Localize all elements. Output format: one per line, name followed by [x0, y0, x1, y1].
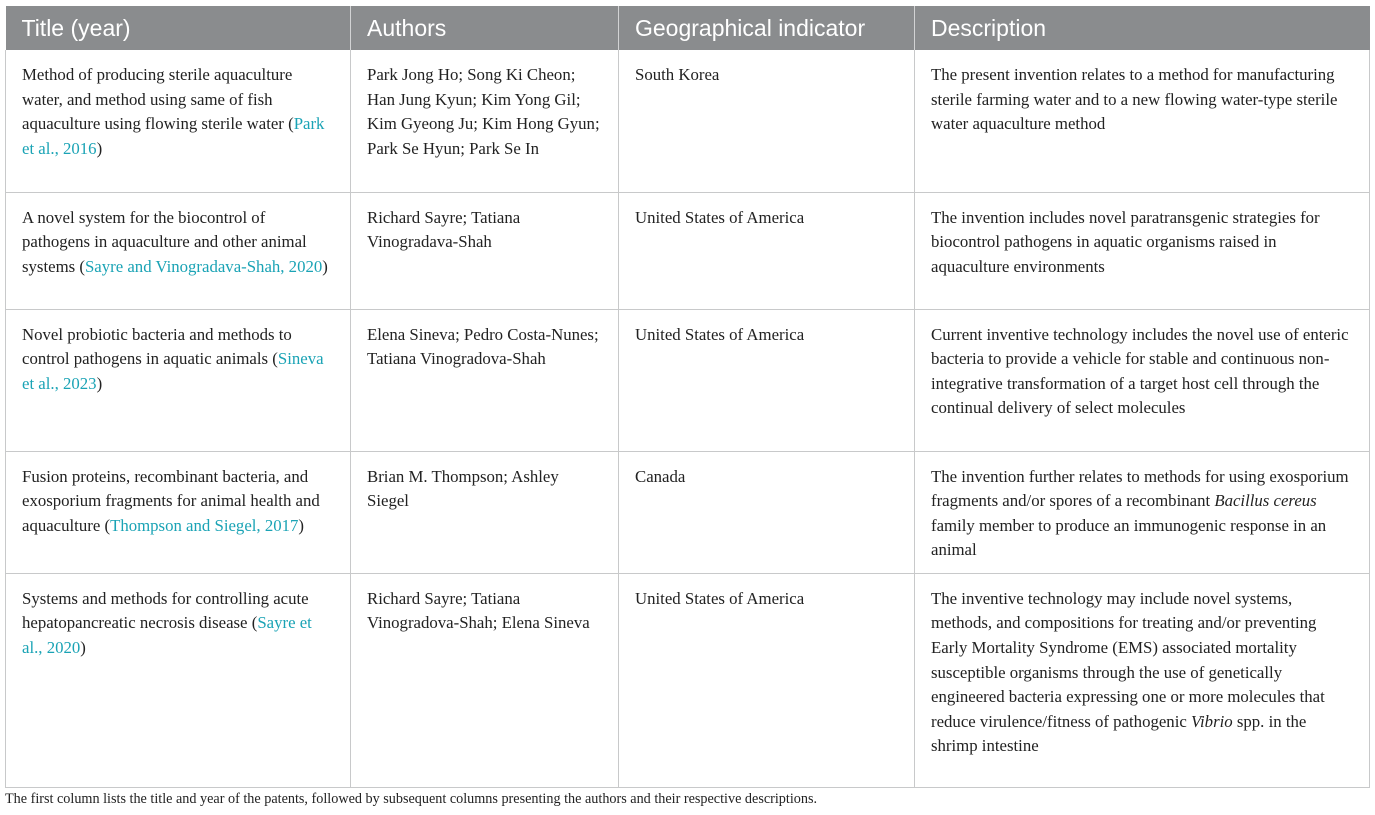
title-cell: Method of producing sterile aquaculture water, and method using same of fish aquaculture using flowing sterile water (Park et al., 2016): [6, 50, 351, 192]
description-text: The inventive technology may include novel systems, methods, and compositions for treating and/or preventing Early Mortality Syndrome (EMS) associated mortality susceptible organisms through the use of genetically engineered bacteria expressing one or more molecules that reduce virulence/fitness of pathogenic: [931, 588, 1325, 731]
table-row: [6, 451, 1370, 573]
authors-cell: Richard Sayre; Tatiana Vinogradova-Shah; Elena Sineva: [351, 573, 619, 787]
authors-cell: Richard Sayre; Tatiana Vinogradava-Shah: [351, 192, 619, 309]
authors-cell: Park Jong Ho; Song Ki Cheon; Han Jung Kyun; Kim Yong Gil; Kim Gyeong Ju; Kim Hong Gyun; Park Se Hyun; Park Se In: [351, 50, 619, 192]
citation-link[interactable]: Thompson and Siegel, 2017: [110, 515, 299, 535]
citation-link[interactable]: Sayre et al., 2020: [22, 613, 312, 658]
table-row: [6, 192, 1370, 309]
description-text: family member to produce an immunogenic response in an animal: [931, 515, 1327, 560]
geo-cell: South Korea: [619, 50, 915, 192]
title-cell: Novel probiotic bacteria and methods to control pathogens in aquatic animals (Sineva et al., 2023): [6, 309, 351, 451]
patents-table: [5, 6, 1370, 788]
title-cell: Systems and methods for controlling acute hepatopancreatic necrosis disease (Sayre et al., 2020): [6, 573, 351, 787]
geo-cell: United States of America: [619, 573, 915, 787]
header-authors: Authors: [351, 6, 619, 50]
header-title-year: Title (year): [6, 6, 351, 50]
description-cell: [915, 573, 1370, 787]
table-footnote: The first column lists the title and year of the patents, followed by subsequent columns presenting the authors and their respective descriptions.: [5, 791, 818, 807]
patent-title: Novel probiotic bacteria and methods to control pathogens in aquatic animals: [22, 324, 292, 369]
description-text: spp. in the shrimp intestine: [931, 711, 1307, 756]
patent-title: Method of producing sterile aquaculture water, and method using same of fish aquaculture using flowing sterile water: [22, 65, 293, 134]
description-cell: Current inventive technology includes the novel use of enteric bacteria to provide a vehicle for stable and continuous non-integrative transformation of a target host cell through the continual delivery of select molecules: [915, 309, 1370, 451]
description-cell: [915, 451, 1370, 573]
patent-title: A novel system for the biocontrol of pathogens in aquaculture and other animal systems: [22, 207, 307, 276]
description-cell: The present invention relates to a method for manufacturing sterile farming water and to a new flowing water-type sterile water aquaculture method: [915, 50, 1370, 192]
citation-link[interactable]: Sineva et al., 2023: [22, 349, 324, 393]
patent-title: Fusion proteins, recombinant bacteria, and exosporium fragments for animal health and aquaculture: [22, 466, 320, 535]
description-cell: The invention includes novel paratransgenic strategies for biocontrol pathogens in aquatic organisms raised in aquaculture environments: [915, 192, 1370, 309]
patent-title: Systems and methods for controlling acute hepatopancreatic necrosis disease: [22, 588, 309, 633]
table-header-row: [6, 6, 1370, 50]
citation-link[interactable]: Sayre and Vinogradava-Shah, 2020: [84, 256, 323, 276]
geo-cell: United States of America: [619, 309, 915, 451]
description-text: The invention further relates to methods for using exosporium fragments and/or spores of a recombinant: [931, 466, 1349, 511]
geo-cell: Canada: [619, 451, 915, 573]
geo-cell: United States of America: [619, 192, 915, 309]
table-row: [6, 309, 1370, 451]
authors-cell: Elena Sineva; Pedro Costa-Nunes; Tatiana Vinogradova-Shah: [351, 309, 619, 451]
header-description: Description: [915, 6, 1370, 50]
table-row: [6, 50, 1370, 192]
title-cell: A novel system for the biocontrol of pathogens in aquaculture and other animal systems (Sayre and Vinogradava-Shah, 2020): [6, 192, 351, 309]
authors-cell: Brian M. Thompson; Ashley Siegel: [351, 451, 619, 573]
title-cell: Fusion proteins, recombinant bacteria, and exosporium fragments for animal health and aquaculture (Thompson and Siegel, 2017): [6, 451, 351, 573]
citation-link[interactable]: Park et al., 2016: [22, 114, 325, 158]
table-row: [6, 573, 1370, 787]
patents-table-container: [5, 6, 1369, 788]
species-name: Bacillus cereus: [1214, 491, 1317, 511]
header-geographical-indicator: Geographical indicator: [619, 6, 915, 50]
genus-name: Vibrio: [1191, 711, 1233, 731]
